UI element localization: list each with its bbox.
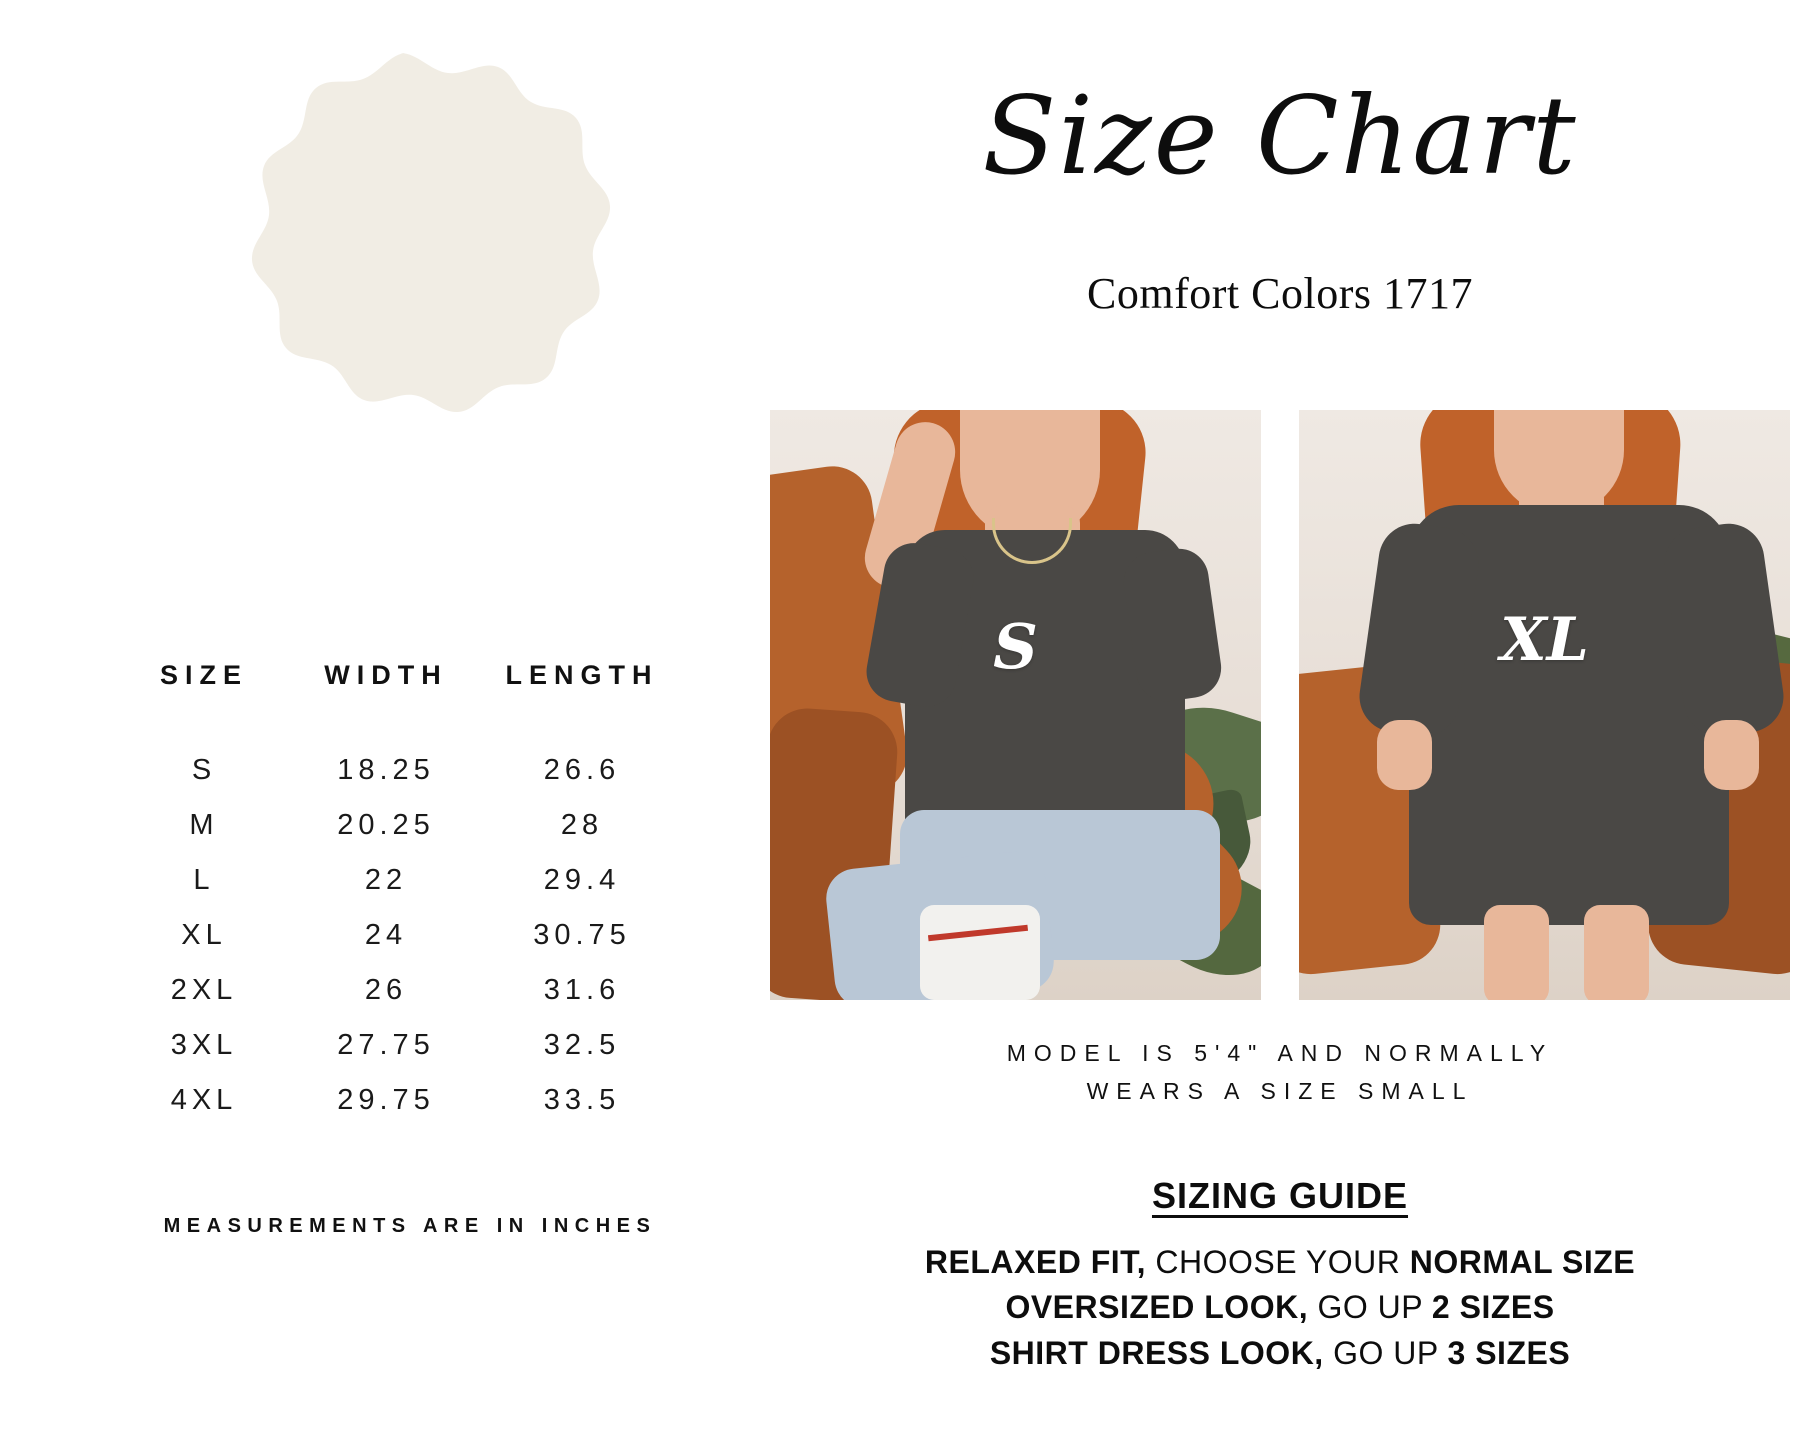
table-row: [120, 1018, 680, 1073]
cell-length: 30.75: [533, 919, 631, 951]
column-header-size: SIZE: [159, 660, 248, 690]
cell-size: S: [191, 754, 217, 786]
model-note-line-2: WEARS A SIZE SMALL: [1086, 1077, 1474, 1104]
model-photo-small: [770, 410, 1261, 1000]
product-subtitle: Comfort Colors 1717: [1087, 269, 1473, 318]
column-header-length: LENGTH: [505, 660, 659, 690]
cell-length: 26.6: [543, 754, 621, 786]
guide-line-2-mid: GO UP: [1308, 1289, 1432, 1326]
size-table: [120, 660, 680, 1128]
measurements-footnote: MEASUREMENTS ARE IN INCHES: [163, 1215, 657, 1237]
table-row: [120, 963, 680, 1018]
cell-size: 2XL: [170, 974, 238, 1006]
sizing-guide-line: [760, 1331, 1800, 1376]
cell-width: 24: [364, 919, 408, 951]
right-column: [760, 0, 1800, 1440]
model-note-line-1: MODEL IS 5'4" AND NORMALLY: [1006, 1040, 1554, 1066]
cell-width: 29.75: [337, 1084, 435, 1116]
table-row: [120, 798, 680, 853]
table-row: [120, 853, 680, 908]
cell-width: 27.75: [337, 1029, 435, 1061]
cell-length: 28: [560, 809, 604, 841]
model-photo-xlarge: [1299, 410, 1790, 1000]
guide-line-3-mid: GO UP: [1323, 1334, 1448, 1371]
cell-length: 32.5: [543, 1029, 621, 1061]
column-header-width: WIDTH: [324, 660, 448, 690]
hand-shape: [1377, 720, 1432, 790]
table-row: [120, 908, 680, 963]
guide-line-2-bold: 2 SIZES: [1431, 1289, 1555, 1326]
cell-length: 29.4: [543, 864, 621, 896]
cell-width: 18.25: [337, 754, 435, 786]
guide-line-1-emphasis: RELAXED FIT,: [924, 1244, 1147, 1280]
cell-width: 20.25: [337, 809, 435, 841]
scalloped-blob-placeholder: [160, 45, 640, 525]
cell-width: 26: [364, 974, 408, 1006]
guide-line-2-emphasis: OVERSIZED LOOK,: [1005, 1289, 1309, 1326]
cell-size: 4XL: [170, 1084, 238, 1116]
tee-size-label-xlarge: XL: [1500, 605, 1589, 675]
table-row: [120, 1073, 680, 1128]
shoe-shape: [920, 905, 1040, 1000]
leg-shape: [1584, 905, 1649, 1000]
guide-line-1-mid: CHOOSE YOUR: [1146, 1244, 1410, 1280]
hand-shape: [1704, 720, 1759, 790]
left-column: [0, 0, 760, 1440]
sizing-guide-line: [760, 1240, 1800, 1285]
measurements-table-area: [120, 660, 680, 1128]
cell-size: 3XL: [170, 1029, 238, 1061]
leg-shape: [1484, 905, 1549, 1000]
page-title: Size Chart: [982, 74, 1578, 199]
scallop-shape: [252, 53, 610, 412]
cell-size: L: [193, 864, 215, 896]
cell-size: M: [189, 809, 219, 841]
guide-line-3-bold: 3 SIZES: [1447, 1334, 1571, 1371]
guide-line-1-bold: NORMAL SIZE: [1409, 1244, 1636, 1280]
sizing-guide-line: [760, 1285, 1800, 1330]
table-row: [120, 743, 680, 798]
cell-length: 31.6: [543, 974, 621, 1006]
tee-size-label-small: S: [993, 610, 1038, 683]
model-height-note: [800, 1035, 1760, 1111]
photo-row: [760, 410, 1800, 1000]
cell-length: 33.5: [543, 1084, 621, 1116]
sizing-guide-title: SIZING GUIDE: [1151, 1175, 1409, 1216]
cell-size: XL: [181, 919, 227, 951]
guide-line-3-emphasis: SHIRT DRESS LOOK,: [989, 1334, 1324, 1371]
cell-width: 22: [364, 864, 408, 896]
table-header-row: [120, 660, 680, 743]
sizing-guide-lines: [760, 1240, 1800, 1376]
